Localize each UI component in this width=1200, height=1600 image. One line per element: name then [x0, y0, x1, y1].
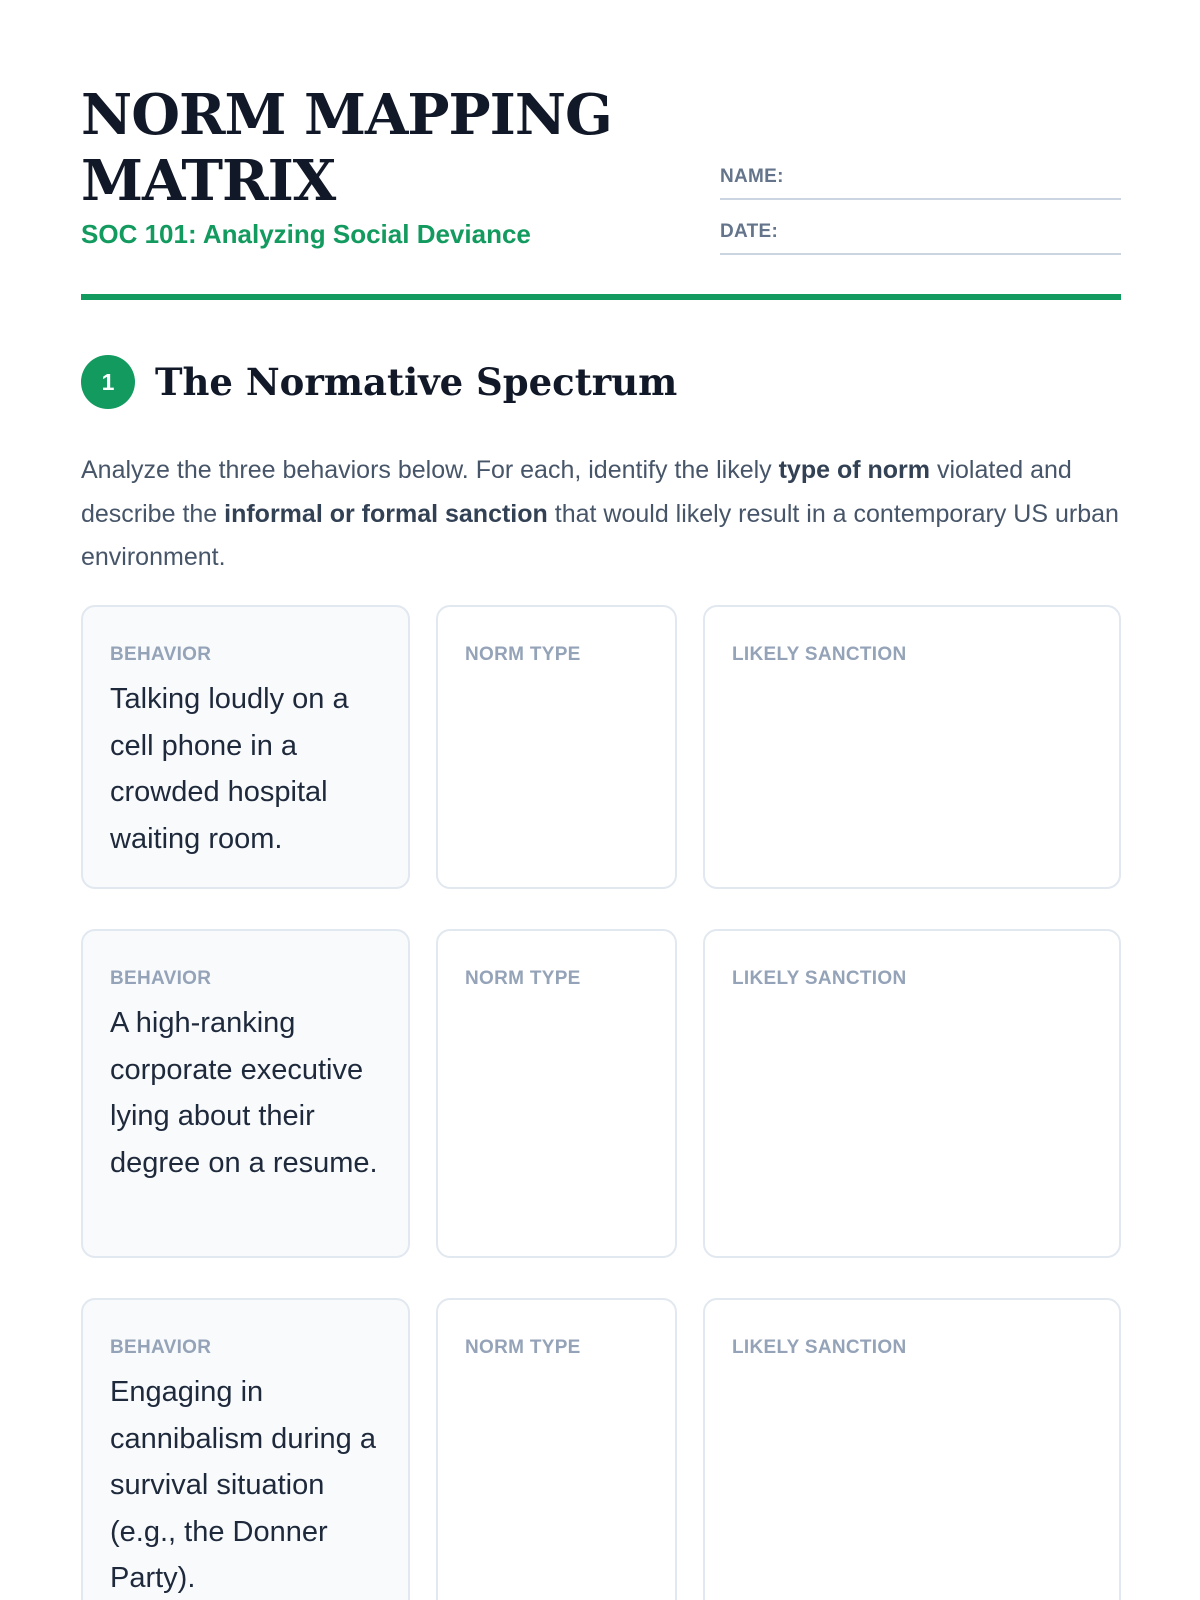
- likely-sanction-box[interactable]: [703, 1298, 1121, 1600]
- norm-type-box[interactable]: [436, 1298, 677, 1600]
- name-field[interactable]: [720, 166, 1121, 200]
- instructions-text-2: violated and describe the: [81, 456, 1072, 528]
- likely-sanction-label: LIKELY SANCTION: [732, 968, 907, 989]
- course-subtitle: SOC 101: Analyzing Social Deviance: [81, 219, 531, 249]
- section-instructions: [81, 449, 1121, 580]
- name-label: NAME:: [720, 166, 784, 187]
- worksheet-title: NORM MAPPING MATRIX: [81, 82, 612, 214]
- likely-sanction-label: LIKELY SANCTION: [732, 1337, 907, 1358]
- section-number-badge: 1: [81, 355, 135, 409]
- date-label: DATE:: [720, 221, 779, 242]
- instructions-text-1: Analyze the three behaviors below. For each, identify the likely: [81, 456, 779, 484]
- behavior-card: [81, 929, 410, 1258]
- behavior-card: [81, 605, 410, 889]
- matrix-row: [81, 1298, 1121, 1600]
- behavior-text: A high-ranking corporate executive lying about their degree on a resume.: [110, 1007, 378, 1179]
- section-heading: [81, 355, 1121, 409]
- header-divider: [81, 294, 1121, 300]
- behavior-card: [81, 1298, 410, 1600]
- likely-sanction-box[interactable]: [703, 605, 1121, 889]
- likely-sanction-box[interactable]: [703, 929, 1121, 1258]
- likely-sanction-label: LIKELY SANCTION: [732, 644, 907, 665]
- norm-type-label: NORM TYPE: [465, 644, 581, 665]
- norm-type-box[interactable]: [436, 605, 677, 889]
- instructions-emphasis-sanction: informal or formal sanction: [224, 499, 548, 528]
- norm-type-label: NORM TYPE: [465, 968, 581, 989]
- date-field[interactable]: [720, 221, 1121, 255]
- norm-type-label: NORM TYPE: [465, 1337, 581, 1358]
- behavior-text: Engaging in cannibalism during a survival situation (e.g., the Donner Party).: [110, 1376, 376, 1594]
- matrix-row: [81, 605, 1121, 889]
- behavior-label: BEHAVIOR: [110, 644, 212, 665]
- behavior-label: BEHAVIOR: [110, 1337, 212, 1358]
- worksheet-page: [81, 0, 1121, 1594]
- instructions-emphasis-norm: type of norm: [778, 456, 931, 484]
- instructions-text-3: that would likely result in a contemporary US urban environment.: [81, 499, 1119, 571]
- matrix-row: [81, 929, 1121, 1258]
- norm-type-box[interactable]: [436, 929, 677, 1258]
- behavior-text: Talking loudly on a cell phone in a crowded hospital waiting room.: [110, 683, 349, 855]
- section-title: The Normative Spectrum: [155, 360, 678, 404]
- worksheet-header: [81, 0, 1121, 302]
- behavior-label: BEHAVIOR: [110, 968, 212, 989]
